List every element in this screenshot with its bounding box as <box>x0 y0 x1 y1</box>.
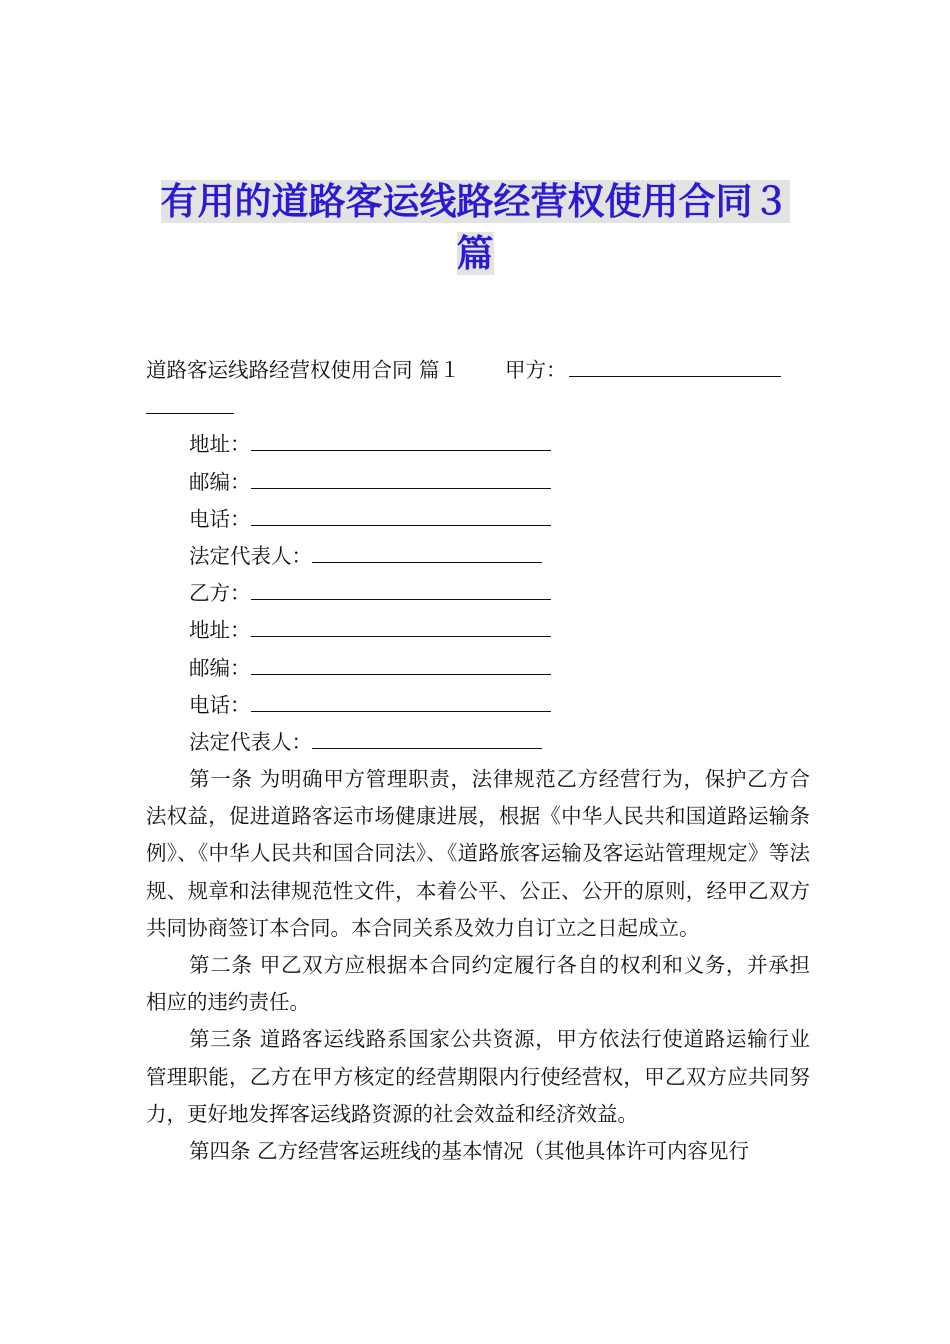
form-field-row <box>146 687 810 724</box>
form-field-row <box>146 575 810 612</box>
article-paragraph: 第三条 道路客运线路系国家公共资源，甲方依法行使道路运输行业管理职能，乙方在甲方核定的经营期限内行使经营权，甲乙双方应共同努力，更好地发挥客运线路资源的社会效益和经济效益。 <box>146 1027 810 1126</box>
document-body <box>146 352 810 1170</box>
field-list <box>146 426 810 761</box>
fill-in-blank <box>312 538 542 563</box>
form-field-row <box>146 501 810 538</box>
field-label: 地址： <box>189 432 251 457</box>
blank-line <box>146 389 234 414</box>
field-label: 法定代表人： <box>189 729 312 754</box>
form-field-row <box>146 426 810 463</box>
fill-in-blank <box>251 687 551 712</box>
document-title <box>150 176 800 280</box>
form-field-row <box>146 538 810 575</box>
field-label: 电话： <box>189 506 251 531</box>
fill-in-blank <box>251 650 551 675</box>
party-a-blank <box>569 352 781 377</box>
fill-in-blank <box>251 612 551 637</box>
title-line-1: 有用的道路客运线路经营权使用合同３ <box>160 180 790 223</box>
header-line <box>146 352 810 389</box>
field-label: 乙方： <box>189 581 251 606</box>
form-field-row <box>146 464 810 501</box>
article-paragraph: 第四条 乙方经营客运班线的基本情况（其他具体许可内容见行 <box>189 1139 750 1164</box>
fill-in-blank <box>312 724 542 749</box>
fill-in-blank <box>251 464 551 489</box>
article-list <box>146 761 810 1170</box>
contract-heading: 道路客运线路经营权使用合同 篇１ <box>146 358 461 382</box>
form-field-row <box>146 650 810 687</box>
field-label: 电话： <box>189 692 251 717</box>
form-field-row <box>146 612 810 649</box>
party-a-label: 甲方： <box>505 358 567 382</box>
field-label: 法定代表人： <box>189 543 312 568</box>
title-line-2: 篇 <box>456 232 494 275</box>
article-paragraph: 第二条 甲乙双方应根据本合同约定履行各自的权利和义务，并承担相应的违约责任。 <box>146 953 810 1015</box>
field-label: 地址： <box>189 618 251 643</box>
fill-in-blank <box>251 426 551 451</box>
party-a-blank-continued <box>146 389 810 426</box>
article-paragraph: 第一条 为明确甲方管理职责，法律规范乙方经营行为，保护乙方合法权益，促进道路客运市场健康进展，根据《中华人民共和国道路运输条例》、《中华人民共和国合同法》、《道路旅客运输及客运站管理规定》等法规、规章和法律规范性文件，本着公平、公正、公开的原则，经甲乙双方共同协商签订本合同。本合同关系及效力自订立之日起成立。 <box>146 767 810 940</box>
field-label: 邮编： <box>189 469 251 494</box>
fill-in-blank <box>251 501 551 526</box>
form-field-row <box>146 724 810 761</box>
fill-in-blank <box>251 575 551 600</box>
field-label: 邮编： <box>189 655 251 680</box>
